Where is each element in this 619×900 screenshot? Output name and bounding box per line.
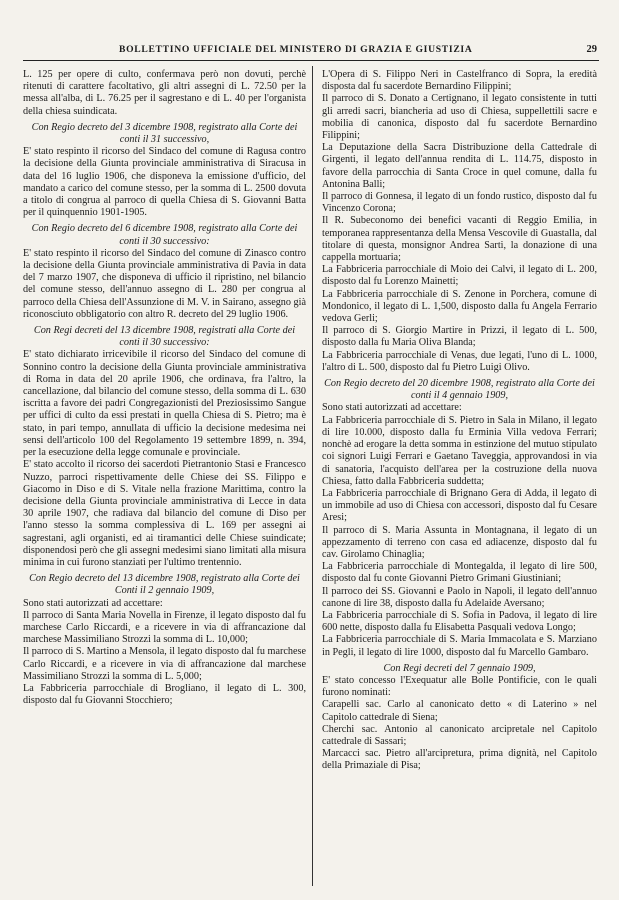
left-column xyxy=(23,69,306,707)
decree-heading: Con Regi decreti del 7 gennaio 1909, xyxy=(383,662,536,674)
paragraph: L'Opera di S. Filippo Neri in Castelfranco di Sopra, la eredità disposta dal fu sacerdote Bernardino Filippini; xyxy=(322,69,597,93)
paragraph: La Fabbriceria parrocchiale di S. Pietro in Sala in Milano, il legato di lire 10.000, disposto dalla fu Erminia Villa vedova Ferrari; nonchè ad erogare la detta somma in estinzione del mutuo stipulato coi signori Luigi Ferrari e Gaetano Taveggia, approvandosi in via di sanatoria, l'acquisto dell'area per la costruzione della nuova Chiesa, fatto dalla Fabbriceria suddetta; xyxy=(322,414,597,487)
paragraph: Sono stati autorizzati ad accettare: xyxy=(322,402,462,414)
paragraph: La Fabbriceria parrocchiale di Montegalda, il legato di lire 500, disposto dal fu conte Giovanni Pietro Grimani Giustiniani; xyxy=(322,561,597,585)
paragraph: La Fabbriceria parrocchiale di S. Zenone in Porchera, comune di Mondonico, il legato di L. 1,500, disposto dalla fu Angela Ferrario vedova Gerli; xyxy=(322,288,597,325)
paragraph: Sono stati autorizzati ad accettare: xyxy=(23,597,163,609)
paragraph: L. 125 per opere di culto, confermava però non dovuti, perchè ritenuti di carattere facoltativo, gli altri assegni di L. 72.50 per la messa all'alba, di L. 76.25 per il sagrestano e di L. 40 per l'organista della chiesa suindicata. xyxy=(23,69,306,117)
running-title: BOLLETTINO UFFICIALE DEL MINISTERO DI GRAZIA E GIUSTIZIA xyxy=(119,44,473,55)
paragraph: Il parroco dei SS. Giovanni e Paolo in Napoli, il legato dell'annuo canone di lire 38, disposto dalla fu Adelaide Aversano; xyxy=(322,585,597,609)
decree-heading: Con Regio decreto del 13 dicembre 1908, registrato alla Corte dei Conti il 2 gennaio 1909, xyxy=(29,573,300,597)
decree-heading: Con Regio decreto del 20 dicembre 1908, registrato alla Corte dei conti il 4 gennaio 1909, xyxy=(324,378,595,402)
header-rule xyxy=(23,60,599,61)
paragraph: Il parroco di S. Giorgio Martire in Prizzi, il legato di L. 500, disposto dalla fu Maria Oliva Blanda; xyxy=(322,325,597,349)
paragraph: Il parroco di Gonnesa, il legato di un fondo rustico, disposto dal fu Vincenzo Corona; xyxy=(322,191,597,215)
paragraph: Marcacci sac. Pietro all'arcipretura, prima dignità, nel Capitolo della Primaziale di Pisa; xyxy=(322,748,597,772)
paragraph: E' stato concesso l'Exequatur alle Bolle Pontificie, con le quali furono nominati: xyxy=(322,674,597,699)
paragraph: Carapelli sac. Carlo al canonicato detto « di Laterino » nel Capitolo cattedrale di Siena; xyxy=(322,699,597,723)
decree-heading: Con Regio decreto del 3 dicembre 1908, registrato alla Corte dei conti il 31 successivo, xyxy=(31,121,298,146)
paragraph: E' stato respinto il ricorso del Sindaco del comune di Ragusa contro la decisione della Giunta provinciale amministrativa di Siracusa in data del 16 luglio 1906, che disponeva la emissione d'ufficio, del mandato a carico del comune stesso, per la somma di L. 2500 dovuta a titolo di congrua al parroco di quella Chiesa di S. Giovanni Batta per il quinquennio 1901-1905. xyxy=(23,146,306,219)
paragraph: La Fabbriceria parrocchiale di Moio dei Calvi, il legato di L. 200, disposto dal fu Lorenzo Mainetti; xyxy=(322,264,597,288)
paragraph: Il parroco di S. Martino a Mensola, il legato disposto dal fu marchese Carlo Riccardi, e a ricevere in via di affrancazione dal marchese Massimiliano Strozzi la somma di L. 5,000; xyxy=(23,646,306,682)
decree-heading: Con Regi decreti del 13 dicembre 1908, registrati alla Corte dei conti il 30 successivo: xyxy=(33,325,296,349)
paragraph: E' stato respinto il ricorso del Sindaco del comune di Zinasco contro la decisione della Giunta provinciale amministrativa di Pavia in data del 7 marzo 1907, che disponeva di ufficio il ripristino, nel bilancio del comune stesso, dell'annuo assegno di L. 280 per congrua al parroco della Chiesa dell'Assunzione di M. V. in Sairano, assegno già riconosciuto obbligatorio con altro R. decreto del 29 luglio 1906. xyxy=(23,247,306,320)
page-number: 29 xyxy=(586,44,597,55)
decree-heading: Con Regio decreto del 6 dicembre 1908, registrato alla Corte dei conti il 30 successivo: xyxy=(31,223,298,247)
paragraph: La Fabbriceria parrocchiale di Brogliano, il legato di L. 300, disposto dal fu Giovanni Stocchiero; xyxy=(23,682,306,707)
paragraph: La Deputazione della Sacra Distribuzione della Cattedrale di Girgenti, il legato dell'annua rendita di L. 114.75, disposto in favore della parrocchia di Santa Croce in quel comune, dalla fu Antonina Balli; xyxy=(322,142,597,190)
paragraph: La Fabbriceria parrocchiale di S. Maria Immacolata e S. Marziano in Pegli, il legato di lire 1000, disposto dal fu Marcello Gambaro. xyxy=(322,634,597,658)
page-header xyxy=(23,44,597,58)
column-divider xyxy=(312,66,313,886)
right-column xyxy=(322,69,597,773)
paragraph: La Fabbriceria parrocchiale di Brignano Gera di Adda, il legato di un immobile ad uso di Chiesa con accessori, disposto dal fu Cesare Aresi; xyxy=(322,487,597,524)
paragraph: La Fabbriceria parrocchiale di S. Sofia in Padova, il legato di lire 600 nette, disposto dalla fu Elisabetta Pasquali vedova Longo; xyxy=(322,609,597,634)
paragraph: E' stato accolto il ricorso dei sacerdoti Pietrantonio Stasi e Francesco Nuzzo, parroci rispettivamente delle Chiese dei SS. Filippo e Giacomo in Diso e di S. Vitale nella frazione Marittima, contro la decisione della Giunta provinciale amministrativa di Lecce in data 30 aprile 1907, che radiava dal bilancio del comune di Diso per l'anno stesso la somma complessiva di L. 169 per assegni ai sagrestani, agli organisti, ed ai tiramantici delle Chiese suindicate; disponendosi però che gli assegni medesimi siano limitati alla misura minima in cui furono stanziati per l'ultimo trentennio. xyxy=(23,459,306,568)
paragraph: Il parroco di S. Donato a Certignano, il legato consistente in tutti gli arredi sacri, biancheria ad uso di Chiesa, suppellettili sacre e mobilia di canonica, disposto dal fu sacerdote Bernardino Filippini; xyxy=(322,93,597,142)
paragraph: La Fabbriceria parrocchiale di Venas, due legati, l'uno di L. 1000, l'altro di L. 500, disposto dal fu Pietro Luigi Olivo. xyxy=(322,349,597,373)
paragraph: E' stato dichiarato irricevibile il ricorso del Sindaco del comune di Sonnino contro la decisione della Giunta provinciale amministrativa di Roma in data del 20 aprile 1906, che ordinava, fra l'altro, la cancellazione, dal bilancio del comune stesso, della somma di L. 630 iscritta a favore dei padri Congregazionisti del Preziosissimo Sangue per uffici di culto da essi prestati in quella Chiesa di S. Pietro; ma è stato, in pari tempo, annullata di ufficio la decisione medesima nei sensi dell'articolo 100 del Regolamento 19 settembre 1899, n. 394, per la esecuzione della legge comunale e provinciale. xyxy=(23,349,306,459)
paragraph: Il R. Subeconomo dei benefici vacanti di Reggio Emilia, in temporanea rappresentanza della Mensa Vescovile di Guastalla, dal titolare di questa, monsignor Andrea Sarti, la donazione di una cappella mortuaria; xyxy=(322,215,597,264)
paragraph: Cherchi sac. Antonio al canonicato arcipretale nel Capitolo cattedrale di Sassari; xyxy=(322,723,597,747)
paragraph: Il parroco di Santa Maria Novella in Firenze, il legato disposto dal fu marchese Carlo Riccardi, e a ricevere in via di affrancazione dal marchese Massimiliano Strozzi la somma di L. 10,000; xyxy=(23,609,306,646)
paragraph: Il parroco di S. Maria Assunta in Montagnana, il legato di un appezzamento di terreno con casa ed adiacenze, disposto dal fu cav. Girolamo Chinaglia; xyxy=(322,524,597,560)
